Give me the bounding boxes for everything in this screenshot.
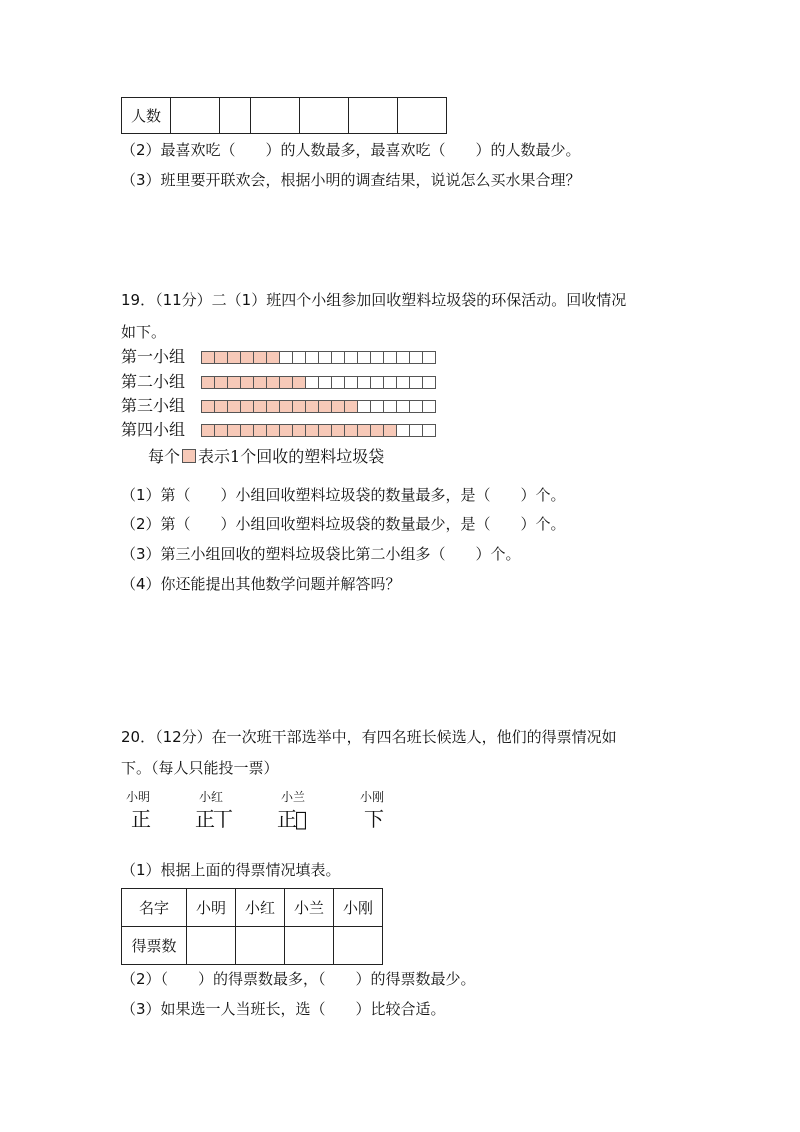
filled-cell: [227, 400, 241, 413]
q20-stem: 20．（12分）在一次班干部选举中，有四名班长候选人，他们的得票情况如: [121, 728, 617, 746]
empty-cell: [292, 351, 306, 364]
empty-cell: [396, 376, 410, 389]
filled-cell: [201, 400, 215, 413]
empty-cell: [370, 400, 384, 413]
q20-stem-cont: 下。（每人只能投一票）: [121, 759, 279, 777]
empty-cell: [357, 351, 371, 364]
q18-part2: （2）最喜欢吃（ ）的人数最多，最喜欢吃（ ）的人数最少。: [121, 141, 581, 159]
table-header-cell: 小刚: [334, 889, 383, 927]
filled-cell: [279, 424, 293, 437]
table-header-cell: 小兰: [285, 889, 334, 927]
empty-cell: [422, 424, 436, 437]
answer-cell[interactable]: [334, 927, 383, 965]
filled-cell: [266, 376, 280, 389]
empty-cell: [422, 351, 436, 364]
filled-cell: [253, 351, 267, 364]
q20-part3: （3）如果选一人当班长，选（ ）比较合适。: [121, 1000, 446, 1018]
candidate-name: 小红: [199, 790, 224, 804]
tally-mark: 正丅: [195, 807, 231, 831]
filled-cell: [240, 424, 254, 437]
empty-cell: [409, 376, 423, 389]
legend-suffix: 表示1个回收的塑料垃圾袋: [198, 447, 385, 466]
answer-cell[interactable]: [187, 927, 236, 965]
answer-cell[interactable]: [398, 98, 447, 134]
answer-cell[interactable]: [300, 98, 349, 134]
legend-prefix: 每个: [148, 447, 181, 466]
empty-cell: [383, 351, 397, 364]
filled-cell: [318, 400, 332, 413]
empty-cell: [370, 351, 384, 364]
candidate-name: 小兰: [281, 790, 306, 804]
filled-cell: [253, 376, 267, 389]
filled-cell: [266, 351, 280, 364]
vote-table: [121, 888, 383, 965]
tally-mark: 下: [364, 807, 382, 831]
filled-cell: [214, 400, 228, 413]
filled-cell: [292, 424, 306, 437]
filled-cell: [279, 376, 293, 389]
group-bar: [201, 376, 435, 388]
tally-mark: 正𠂡: [277, 807, 306, 831]
filled-cell: [292, 376, 306, 389]
filled-cell: [344, 400, 358, 413]
filled-cell: [214, 424, 228, 437]
empty-cell: [422, 376, 436, 389]
q18-part3: （3）班里要开联欢会，根据小明的调查结果，说说怎么买水果合理？: [121, 171, 581, 189]
filled-cell: [305, 400, 319, 413]
group-bar: [201, 424, 435, 436]
filled-cell: [266, 424, 280, 437]
filled-cell: [331, 400, 345, 413]
group-label: 第四小组: [121, 420, 186, 439]
q19-stem: 19．（11分）二（1）班四个小组参加回收塑料垃圾袋的环保活动。回收情况: [121, 291, 627, 309]
filled-cell: [357, 424, 371, 437]
filled-cell: [240, 400, 254, 413]
empty-cell: [344, 376, 358, 389]
answer-cell[interactable]: [236, 927, 285, 965]
filled-cell: [214, 376, 228, 389]
filled-cell: [331, 424, 345, 437]
group-bar: [201, 400, 435, 412]
filled-cell: [227, 351, 241, 364]
empty-cell: [357, 376, 371, 389]
empty-cell: [409, 424, 423, 437]
filled-cell: [292, 400, 306, 413]
empty-cell: [357, 400, 371, 413]
group-label: 第三小组: [121, 396, 186, 415]
answer-cell[interactable]: [171, 98, 220, 134]
filled-cell: [266, 400, 280, 413]
empty-cell: [305, 351, 319, 364]
empty-cell: [396, 424, 410, 437]
filled-cell: [240, 376, 254, 389]
chart-legend: [148, 444, 384, 467]
empty-cell: [331, 376, 345, 389]
filled-cell: [253, 424, 267, 437]
empty-cell: [409, 400, 423, 413]
filled-cell: [214, 351, 228, 364]
filled-cell: [201, 376, 215, 389]
answer-cell[interactable]: [349, 98, 398, 134]
filled-cell: [240, 351, 254, 364]
empty-cell: [344, 351, 358, 364]
empty-cell: [383, 376, 397, 389]
table-header-cell: 名字: [122, 889, 187, 927]
row-label: 人数: [122, 98, 171, 134]
filled-cell: [227, 376, 241, 389]
filled-cell: [305, 424, 319, 437]
table-header-cell: 小明: [187, 889, 236, 927]
candidate-name: 小刚: [360, 790, 385, 804]
empty-cell: [396, 400, 410, 413]
q19-part3: （3）第三小组回收的塑料垃圾袋比第二小组多（ ）个。: [121, 545, 521, 563]
empty-cell: [331, 351, 345, 364]
q19-part2: （2）第（ ）小组回收塑料垃圾袋的数量最少，是（ ）个。: [121, 515, 566, 533]
filled-cell: [201, 424, 215, 437]
q20-part1: （1）根据上面的得票情况填表。: [121, 861, 341, 879]
legend-swatch: [182, 449, 196, 463]
empty-cell: [422, 400, 436, 413]
answer-cell[interactable]: [285, 927, 334, 965]
q19-stem-cont: 如下。: [121, 323, 167, 341]
filled-cell: [370, 424, 384, 437]
empty-cell: [318, 351, 332, 364]
filled-cell: [253, 400, 267, 413]
empty-cell: [370, 376, 384, 389]
filled-cell: [227, 424, 241, 437]
answer-cell[interactable]: [220, 98, 251, 134]
filled-cell: [279, 400, 293, 413]
filled-cell: [318, 424, 332, 437]
q19-part4: （4）你还能提出其他数学问题并解答吗？: [121, 575, 401, 593]
group-label: 第二小组: [121, 372, 186, 391]
fruit-count-table: [121, 97, 447, 134]
filled-cell: [201, 351, 215, 364]
filled-cell: [383, 424, 397, 437]
q19-part1: （1）第（ ）小组回收塑料垃圾袋的数量最多，是（ ）个。: [121, 486, 566, 504]
empty-cell: [383, 400, 397, 413]
tally-mark: 正: [131, 807, 149, 831]
row-label: 得票数: [122, 927, 187, 965]
empty-cell: [305, 376, 319, 389]
filled-cell: [344, 424, 358, 437]
group-label: 第一小组: [121, 347, 186, 366]
empty-cell: [318, 376, 332, 389]
q20-part2: （2）（ ）的得票数最多，（ ）的得票数最少。: [121, 970, 476, 988]
group-bar: [201, 351, 435, 363]
table-header-cell: 小红: [236, 889, 285, 927]
candidate-name: 小明: [126, 790, 151, 804]
answer-cell[interactable]: [251, 98, 300, 134]
empty-cell: [396, 351, 410, 364]
empty-cell: [279, 351, 293, 364]
empty-cell: [409, 351, 423, 364]
